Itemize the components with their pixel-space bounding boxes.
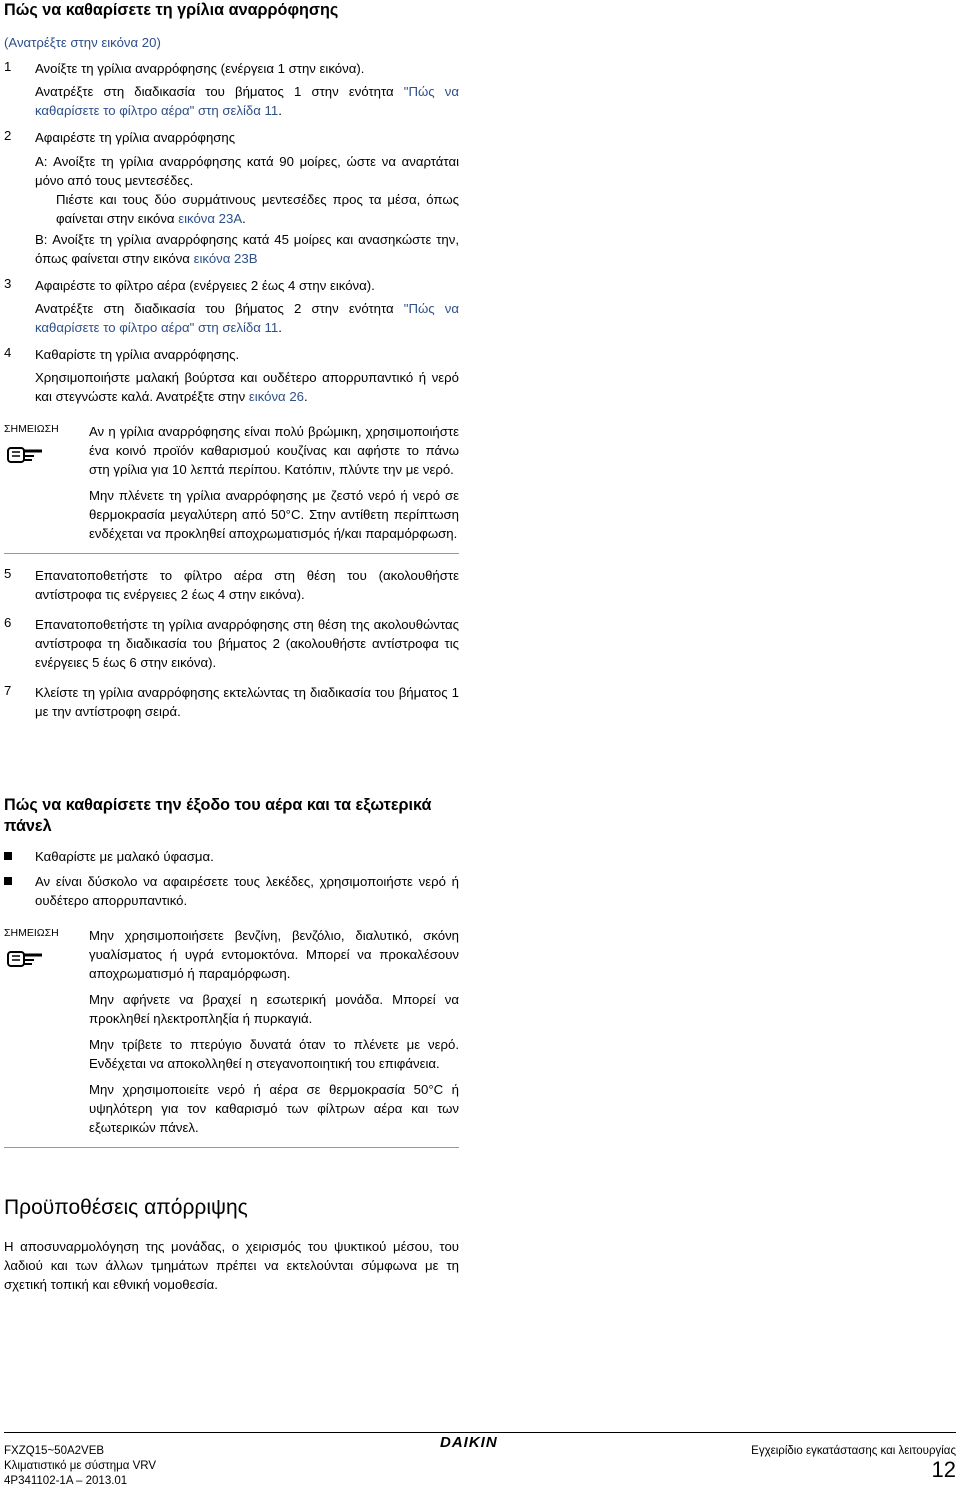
note-paragraph: Μην πλένετε τη γρίλια αναρρόφησης με ζεστό νερό ή νερό σε θερμοκρασία μεγαλύτερη από 50°C. Στην αντίθετη περίπτωση ενδέχεται να προκληθεί αποχρωματισμός ή/και παραμόρφωση. — [89, 488, 459, 541]
note-paragraph: Μην χρησιμοποιείτε νερό ή αέρα σε θερμοκρασία 50°C ή υψηλότερη για τον καθαρισμό των φίλτρων αέρα και των εξωτερικών πάνελ. — [89, 1082, 459, 1135]
step-reference: Ανατρέξτε στη διαδικασία του βήματος 2 στην ενότητα "Πώς να καθαρίσετε το φίλτρο αέρα" στη σελίδα 11. — [35, 301, 459, 335]
step-5 — [4, 566, 459, 604]
step-reference: Ανατρέξτε στη διαδικασία του βήματος 1 στην ενότητα "Πώς να καθαρίσετε το φίλτρο αέρα" στη σελίδα 11. — [35, 84, 459, 118]
note-box — [4, 926, 459, 1148]
note-paragraph: Μην τρίβετε το πτερύγιο δυνατά όταν το πλένετε με νερό. Ενδέχεται να αποκολληθεί η στεγανοποιητική του επιφάνεια. — [89, 1037, 459, 1071]
step-4 — [4, 345, 459, 406]
step-text: Ανοίξτε τη γρίλια αναρρόφησης (ενέργεια 1 στην εικόνα). — [35, 61, 365, 76]
footer-divider — [4, 1432, 956, 1433]
bullet-square-icon — [4, 852, 12, 860]
footer-code: 4P341102-1A – 2013.01 — [4, 1475, 128, 1487]
step-number: 6 — [4, 615, 12, 630]
step-number: 7 — [4, 683, 12, 698]
page-number: 12 — [931, 1457, 956, 1482]
step-3 — [4, 276, 459, 337]
footer-model: FXZQ15~50A2VEB — [4, 1445, 105, 1457]
bullet-square-icon — [4, 877, 12, 885]
step-number: 4 — [4, 345, 12, 360]
bullet-text: Αν είναι δύσκολο να αφαιρέσετε τους λεκέδες, χρησιμοποιήστε νερό ή ουδέτερο απορρυπαντικό. — [35, 874, 459, 908]
step-1 — [4, 59, 459, 120]
page-link[interactable]: "Πώς να καθαρίσετε το φίλτρο αέρα" στη σελίδα 11 — [35, 84, 459, 118]
figure-link[interactable]: εικόνα 23B — [193, 251, 258, 266]
footer-product: Κλιματιστικό με σύστημα VRV — [4, 1460, 157, 1472]
step-number: 1 — [4, 59, 12, 74]
bullet-text: Καθαρίστε με μαλακό ύφασμα. — [35, 849, 214, 864]
step-number: 2 — [4, 128, 12, 143]
disposal-text: Η αποσυναρμολόγηση της μονάδας, ο χειρισμός του ψυκτικού μέσου, του λαδιού και των άλλων τμημάτων πρέπει να εκτελούνται σύμφωνα με τη σχετική τοπική και εθνική νομοθεσία. — [4, 1239, 459, 1292]
section-air-outlet — [4, 795, 459, 1148]
note-box — [4, 422, 459, 554]
step-number: 3 — [4, 276, 12, 291]
step-detail: Χρησιμοποιήστε μαλακή βούρτσα και ουδέτερο απορρυπαντικό ή νερό και στεγνώστε καλά. Ανατρέξτε στην εικόνα 26. — [35, 370, 459, 404]
bullet-item — [4, 847, 459, 866]
note-hand-icon — [4, 442, 89, 470]
note-paragraph: Μην αφήνετε να βραχεί η εσωτερική μονάδα. Μπορεί να προκληθεί ηλεκτροπληξία ή πυρκαγιά. — [89, 992, 459, 1026]
substep-b: B: Ανοίξτε τη γρίλια αναρρόφησης κατά 45 μοίρες και ανασηκώστε την, όπως φαίνεται στην εικόνα εικόνα 23B — [35, 232, 459, 266]
footer-left — [4, 1444, 156, 1489]
figure-reference: (Ανατρέξτε στην εικόνα 20) — [4, 35, 161, 50]
section-suction-grille — [4, 0, 459, 721]
note-hand-icon — [4, 946, 89, 974]
note-paragraph: Μην χρησιμοποιήσετε βενζίνη, βενζόλιο, διαλυτικό, σκόνη γυαλίσματος ή υγρά εντομοκτόνα. Μπορεί να προκαλέσουν αποχρωματισμό ή παραμόρφωση. — [89, 928, 459, 981]
page-link[interactable]: "Πώς να καθαρίσετε το φίλτρο αέρα" στη σελίδα 11 — [35, 301, 459, 335]
figure-link[interactable]: εικόνα 26 — [248, 389, 305, 404]
substep-a-detail: Πιέστε και τους δύο συρμάτινους μεντεσέδες προς τα μέσα, όπως φαίνεται στην εικόνα εικόνα 23A. — [56, 192, 459, 226]
figure-link[interactable]: εικόνα 23A — [178, 211, 243, 226]
step-text: Καθαρίστε τη γρίλια αναρρόφησης. — [35, 347, 240, 362]
brand-logo: DAIKIN — [440, 1434, 498, 1451]
substep-a: A: Ανοίξτε τη γρίλια αναρρόφησης κατά 90 μοίρες, ώστε να αναρτάται μόνο από τους μεντεσέδες. — [35, 154, 459, 188]
note-label: ΣΗΜΕΙΩΣΗ — [4, 423, 59, 435]
step-text: Αφαιρέστε τη γρίλια αναρρόφησης — [35, 130, 236, 145]
step-2 — [4, 128, 459, 268]
note-label: ΣΗΜΕΙΩΣΗ — [4, 927, 59, 939]
section-title: Προϋποθέσεις απόρριψης — [4, 1196, 248, 1219]
section-title: Πώς να καθαρίσετε τη γρίλια αναρρόφησης — [4, 1, 339, 19]
section-disposal — [4, 1195, 459, 1294]
step-number: 5 — [4, 566, 12, 581]
step-text: Αφαιρέστε το φίλτρο αέρα (ενέργειες 2 έως 4 στην εικόνα). — [35, 278, 375, 293]
note-paragraph: Αν η γρίλια αναρρόφησης είναι πολύ βρώμικη, χρησιμοποιήστε ένα κοινό προϊόν καθαρισμού κουζίνας και αφήστε το πάνω στη γρίλια για 10 λεπτά περίπου. Κατόπιν, πλύντε την με νερό. — [89, 424, 459, 477]
bullet-item — [4, 872, 459, 910]
step-text: Επανατοποθετήστε το φίλτρο αέρα στη θέση του (ακολουθήστε αντίστροφα τις ενέργειες 2 έως 4 στην εικόνα). — [35, 568, 459, 602]
footer-manual: Εγχειρίδιο εγκατάστασης και λειτουργίας — [751, 1445, 956, 1457]
step-6 — [4, 615, 459, 672]
section-title: Πώς να καθαρίσετε την έξοδο του αέρα και τα εξωτερικά πάνελ — [4, 796, 432, 835]
step-7 — [4, 683, 459, 721]
step-text: Κλείστε τη γρίλια αναρρόφησης εκτελώντας τη διαδικασία του βήματος 1 με την αντίστροφη σειρά. — [35, 685, 459, 719]
step-text: Επανατοποθετήστε τη γρίλια αναρρόφησης στη θέση της ακολουθώντας αντίστροφα τη διαδικασία του βήματος 2 (ακολουθήστε αντίστροφα τις ενέργειες 5 έως 6 στην εικόνα). — [35, 617, 459, 670]
